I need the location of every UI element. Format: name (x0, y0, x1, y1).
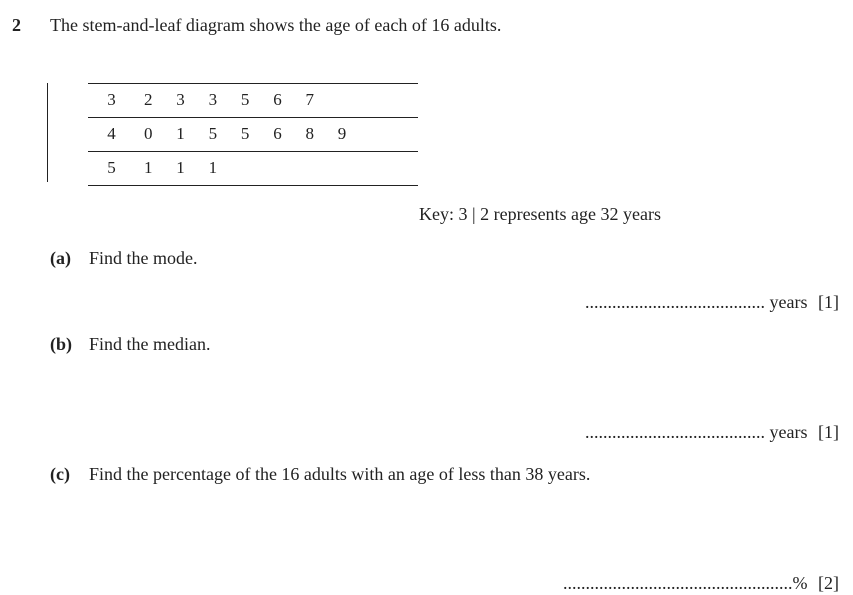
leaf-value: 6 (273, 124, 282, 143)
stem-value: 3 (107, 90, 116, 109)
leaf-value: 9 (337, 124, 347, 143)
leaf-list (144, 124, 370, 144)
part-b-label: (b) (50, 334, 72, 354)
stem-leaf-diagram (88, 83, 418, 186)
leaf-value: 5 (208, 124, 218, 143)
leaf-list (144, 90, 338, 110)
stem-leaf-row (88, 83, 418, 117)
part-a-label: (a) (50, 248, 71, 268)
question-number: 2 (12, 15, 21, 35)
part-c-answer (563, 573, 839, 594)
question-text: The stem-and-leaf diagram shows the age of each of 16 adults. (50, 15, 502, 35)
leaf-value: 0 (144, 124, 153, 143)
part-c-label: (c) (50, 464, 70, 484)
leaf-value: 1 (176, 124, 185, 143)
answer-unit: years (769, 292, 808, 312)
leaf-value: 1 (144, 158, 153, 177)
leaf-value: 5 (240, 124, 250, 143)
answer-unit: years (769, 422, 808, 442)
leaf-value: 5 (240, 90, 250, 109)
stem-leaf-divider (47, 83, 48, 182)
answer-line: ................................................... (563, 573, 793, 593)
stem-leaf-row (88, 117, 418, 151)
part-b-text: Find the median. (89, 334, 211, 354)
marks: [2] (818, 573, 839, 593)
stem-value: 4 (107, 124, 116, 143)
leaf-value: 7 (305, 90, 314, 109)
answer-unit: % (792, 573, 808, 593)
part-a-answer (585, 292, 839, 313)
stem-value: 5 (107, 158, 116, 177)
leaf-value: 1 (208, 158, 218, 177)
leaf-value: 1 (176, 158, 185, 177)
leaf-value: 8 (305, 124, 314, 143)
answer-line: ........................................ (585, 422, 766, 442)
stem-leaf-row (88, 151, 418, 186)
marks: [1] (818, 422, 839, 442)
part-a-text: Find the mode. (89, 248, 198, 268)
leaf-value: 3 (208, 90, 218, 109)
leaf-value: 2 (144, 90, 153, 109)
part-c-text: Find the percentage of the 16 adults with an age of less than 38 years. (89, 464, 591, 484)
part-b-answer (585, 422, 839, 443)
leaf-value: 3 (176, 90, 185, 109)
leaf-value: 6 (273, 90, 282, 109)
stem-leaf-key: Key: 3 | 2 represents age 32 years (419, 204, 662, 224)
answer-line: ........................................ (585, 292, 766, 312)
leaf-list (144, 158, 241, 178)
marks: [1] (818, 292, 839, 312)
